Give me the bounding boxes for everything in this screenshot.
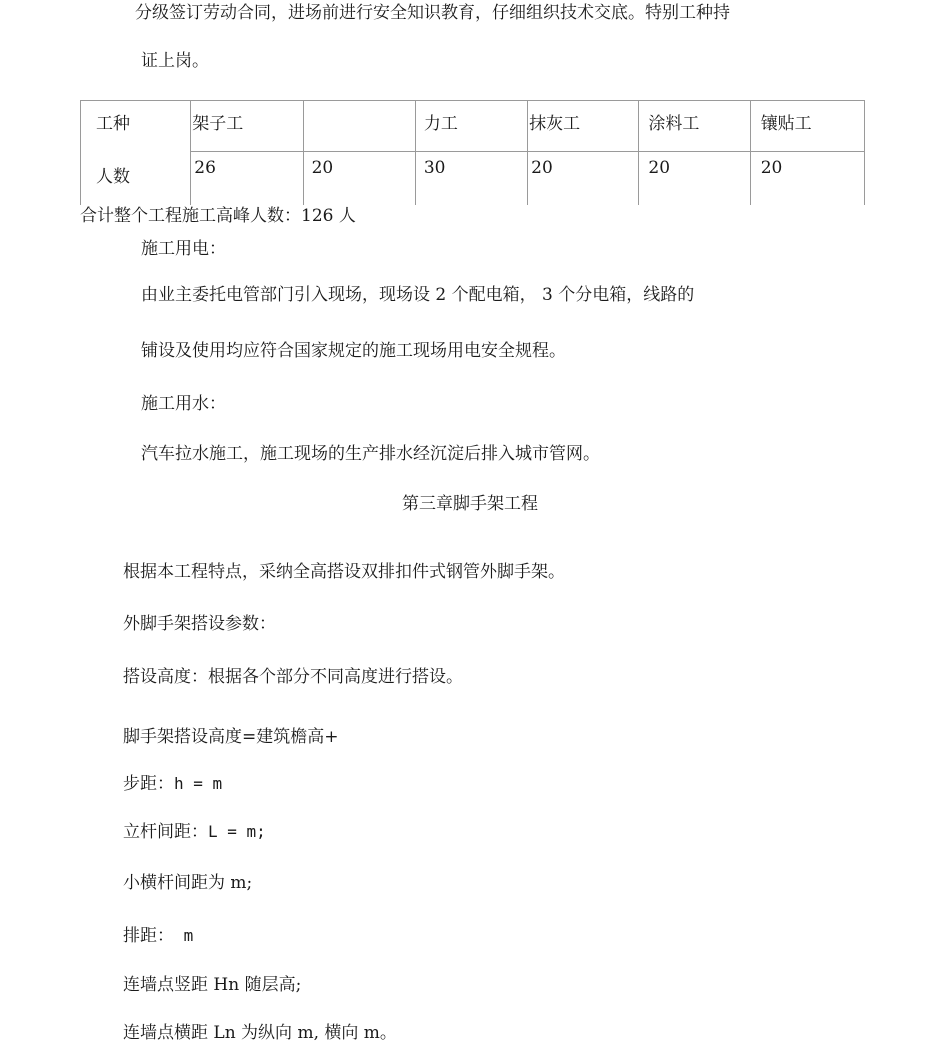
table-cell: 涂料工 [639,101,750,152]
section-heading: 施工用水： [141,394,226,414]
parameter-label: 步距： [123,774,174,794]
section-heading: 施工用电： [141,239,226,259]
parameter-label: 立杆间距： [123,822,208,842]
parameter-line [123,822,266,842]
section-heading: 外脚手架搭设参数： [123,614,276,634]
parameter-value: m [174,926,194,945]
table-row [81,152,865,205]
table-cell [303,101,415,152]
parameter-line: 小横杆间距为 m; [123,873,253,893]
table-cell: 力工 [415,101,527,152]
table-cell: 工种 [81,101,191,152]
paragraph-line: 分级签订劳动合同，进场前进行安全知识教育，仔细组织技术交底。特别工种持 [135,3,730,23]
table-cell: 20 [528,152,639,205]
paragraph-line: 脚手架搭设高度=建筑檐高+ [123,727,339,747]
table-cell: 镶贴工 [750,101,864,152]
table-cell: 人数 [81,152,191,205]
chapter-title: 第三章脚手架工程 [402,494,538,514]
paragraph-line: 铺设及使用均应符合国家规定的施工现场用电安全规程。 [141,341,566,361]
paragraph-line: 汽车拉水施工，施工现场的生产排水经沉淀后排入城市管网。 [141,444,600,464]
parameter-line: 连墙点竖距 Hn 随层高; [123,975,302,995]
table-row [81,101,865,152]
paragraph-line: 由业主委托电管部门引入现场，现场设 2 个配电箱， 3 个分电箱，线路的 [141,285,695,305]
parameter-line [123,926,193,946]
parameter-line: 连墙点横距 Ln 为纵向 m, 横向 m。 [123,1023,397,1043]
paragraph-line: 根据本工程特点，采纳全高搭设双排扣件式钢管外脚手架。 [123,562,565,582]
table-cell: 26 [191,152,303,205]
table-cell: 架子工 [191,101,303,152]
table-cell: 抹灰工 [528,101,639,152]
table-cell: 20 [303,152,415,205]
parameter-value: h = m [174,774,223,793]
parameter-line [123,774,222,794]
table-cell: 20 [750,152,864,205]
paragraph-line: 证上岗。 [141,51,209,71]
table-cell: 20 [639,152,750,205]
parameter-label: 排距： [123,926,174,946]
table-cell: 30 [415,152,527,205]
parameter-value: L = m; [208,822,266,841]
workers-table [80,100,865,205]
peak-workers-total: 合计整个工程施工高峰人数：126 人 [80,206,356,226]
paragraph-line: 搭设高度：根据各个部分不同高度进行搭设。 [123,667,463,687]
